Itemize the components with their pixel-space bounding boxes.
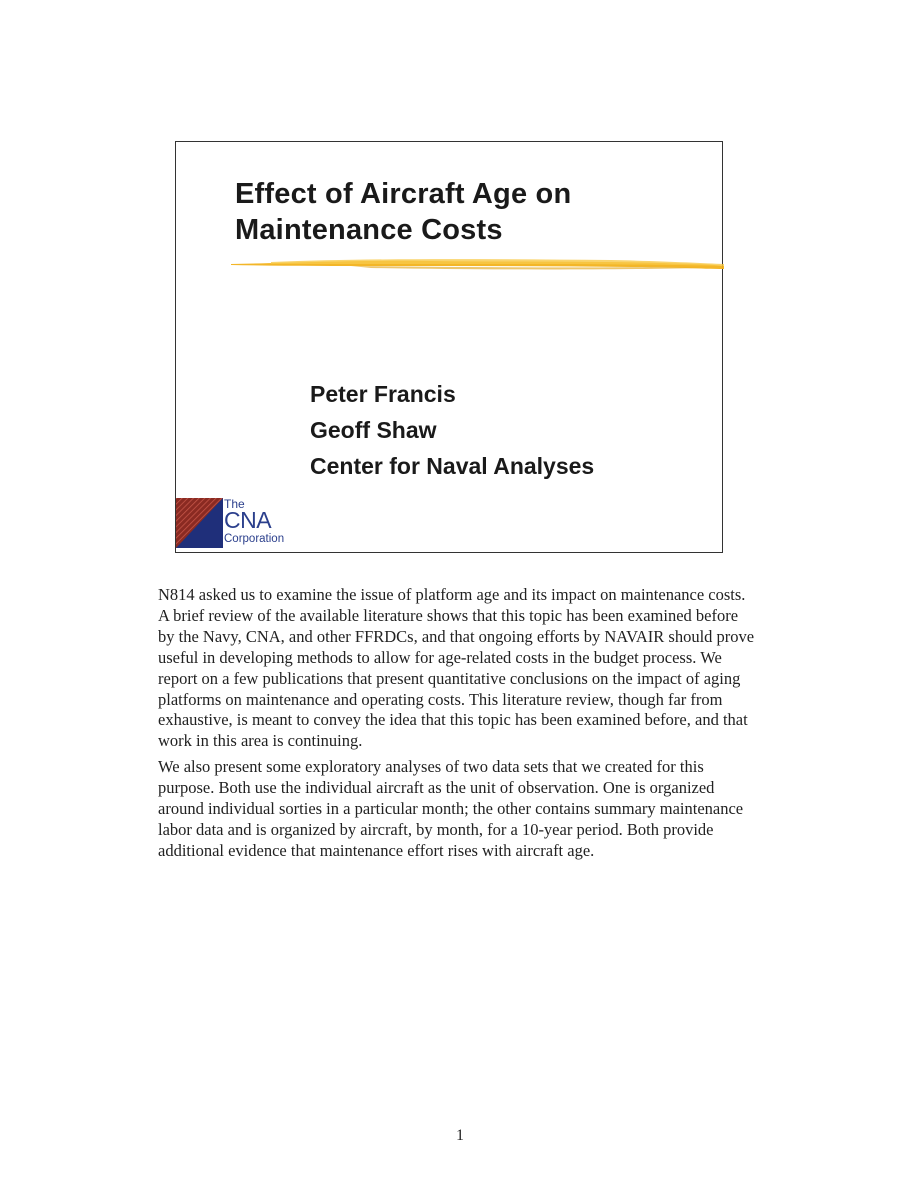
author-block xyxy=(310,376,594,484)
title-slide xyxy=(175,141,723,553)
page-number: 1 xyxy=(456,1127,464,1144)
logo-text-cna: CNA xyxy=(224,507,272,533)
paragraph: N814 asked us to examine the issue of platform age and its impact on maintenance costs. A brief review of the available literature shows that this topic has been examined before by the Navy, CNA, and other FFRDCs, and that ongoing efforts by NAVAIR should prove useful in developing methods to allow for age-related costs in the budget process. We report on a few publications that present quantitative conclusions on the impact of aging platforms on maintenance and operating costs. This literature review, though far from exhaustive, is meant to convey the idea that this topic has been examined before, and that work in this area is continuing. xyxy=(158,585,755,751)
cna-logo xyxy=(176,494,336,553)
author-name: Geoff Shaw xyxy=(310,417,437,443)
cna-logo-mark-icon xyxy=(176,498,223,548)
body-text xyxy=(158,585,758,867)
author-name: Peter Francis xyxy=(310,381,456,407)
logo-text-the: The xyxy=(224,497,245,511)
slide-title-line-2: Maintenance Costs xyxy=(235,214,503,246)
slide-title-line-1: Effect of Aircraft Age on xyxy=(235,178,572,210)
logo-text-corporation: Corporation xyxy=(224,533,285,545)
slide-title xyxy=(235,176,571,248)
highlighter-stroke xyxy=(231,254,724,272)
organization-name: Center for Naval Analyses xyxy=(310,453,595,479)
paragraph: We also present some exploratory analyses of two data sets that we created for this purpose. Both use the individual aircraft as the unit of observation. One is organized around individual sorties in a particular month; the other contains summary maintenance labor data and is organized by aircraft, by month, for a 10-year period. Both provide additional evidence that maintenance effort rises with aircraft age. xyxy=(158,757,744,860)
